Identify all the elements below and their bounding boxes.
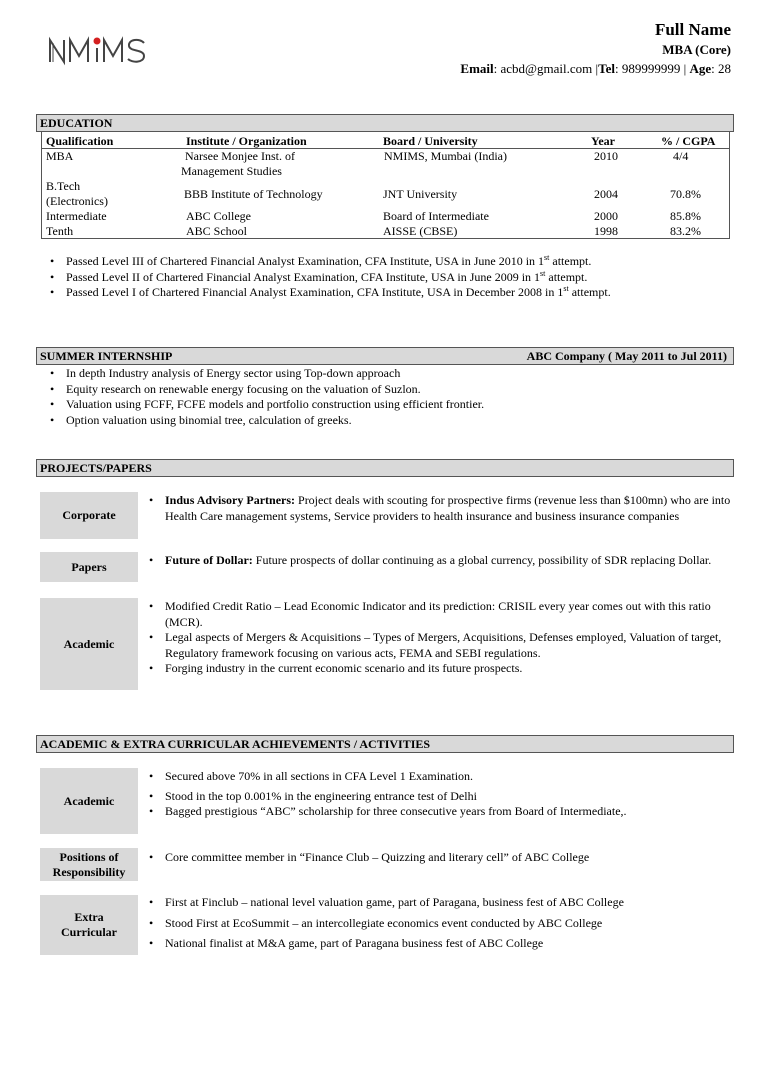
email-label: Email [460, 61, 494, 76]
achievements-title: ACADEMIC & EXTRA CURRICULAR ACHIEVEMENTS / ACTIVITIES [40, 737, 431, 751]
list-item: • In depth Industry analysis of Energy sector using Top-down approach [42, 366, 484, 382]
achievements-section-bar [36, 735, 734, 753]
side-label-corporate: Corporate [40, 492, 138, 539]
projects-title: PROJECTS/PAPERS [40, 461, 152, 475]
education-section-bar [36, 114, 734, 132]
list-item: • Stood in the top 0.001% in the engineering entrance test of Delhi [141, 789, 627, 805]
edu-board: Board of Intermediate [383, 209, 489, 223]
academic-achievements-list [141, 769, 627, 820]
list-item: • Passed Level III of Chartered Financial Analyst Examination, CFA Institute, USA in June 2010 in 1st attempt. [42, 254, 611, 270]
side-label-academic-achievements: Academic [40, 768, 138, 834]
edu-board: AISSE (CBSE) [383, 224, 458, 238]
list-item: • Core committee member in “Finance Club – Quizzing and literary cell” of ABC College [141, 850, 589, 866]
list-item: • Valuation using FCFF, FCFE models and portfolio construction using efficient frontier. [42, 397, 484, 413]
cfa-list [42, 254, 611, 301]
edu-qualification-line2: (Electronics) [46, 194, 108, 208]
edu-institute: ABC School [186, 224, 248, 238]
list-item: • Indus Advisory Partners: Project deals with scouting for prospective firms (revenue less than $100mn) who are into Health Care management systems, Service providers to health insurance and business insurance companies [141, 493, 733, 524]
edu-institute: BBB Institute of Technology [184, 187, 323, 201]
corporate-projects-list [141, 493, 733, 524]
academic-projects-list [141, 599, 733, 677]
edu-board: JNT University [383, 187, 458, 201]
edu-year: 1998 [594, 224, 618, 238]
col-header-qualification: Qualification [46, 134, 114, 148]
papers-list [141, 553, 733, 569]
internship-title: SUMMER INTERNSHIP [40, 349, 173, 363]
list-item: • National finalist at M&A game, part of Paragana business fest of ABC College [141, 936, 624, 952]
list-item: • Legal aspects of Mergers & Acquisitions – Types of Mergers, Acquisitions, Defenses employed, Valuation of target, Regulatory framework focusing on various acts, FEMA and SEBI regulations. [141, 630, 733, 661]
edu-score: 70.8% [670, 187, 701, 201]
edu-institute-line2: Management Studies [181, 164, 282, 178]
contact-line [460, 61, 731, 77]
edu-qualification: B.Tech [46, 179, 81, 193]
list-item: • Passed Level I of Chartered Financial Analyst Examination, CFA Institute, USA in December 2008 in 1st attempt. [42, 285, 611, 301]
projects-section-bar [36, 459, 734, 477]
degree: MBA (Core) [662, 42, 731, 57]
list-item: • Forging industry in the current economic scenario and its future prospects. [141, 661, 733, 677]
edu-year: 2000 [594, 209, 618, 223]
edu-qualification: Tenth [46, 224, 74, 238]
col-header-board: Board / University [383, 134, 478, 148]
positions-list [141, 850, 589, 866]
list-item: • Stood First at EcoSummit – an intercollegiate economics event conducted by ABC College [141, 916, 624, 932]
list-item: • Option valuation using binomial tree, calculation of greeks. [42, 413, 484, 429]
edu-institute: ABC College [186, 209, 251, 223]
list-item: • Passed Level II of Chartered Financial Analyst Examination, CFA Institute, USA in June 2009 in 1st attempt. [42, 270, 611, 286]
edu-year: 2010 [594, 149, 618, 163]
edu-qualification: Intermediate [46, 209, 107, 223]
list-item: • Secured above 70% in all sections in CFA Level 1 Examination. [141, 769, 627, 785]
edu-score: 4/4 [673, 149, 689, 163]
list-item: • First at Finclub – national level valuation game, part of Paragana, business fest of ABC College [141, 895, 624, 911]
col-header-year: Year [591, 134, 615, 148]
extra-curricular-list [141, 895, 624, 952]
list-item: • Modified Credit Ratio – Lead Economic Indicator and its prediction: CRISIL every year comes out with this ratio (MCR). [141, 599, 733, 630]
age-label: Age [689, 61, 712, 76]
edu-score: 83.2% [670, 224, 701, 238]
list-item: • Equity research on renewable energy focusing on the valuation of Suzlon. [42, 382, 484, 398]
internship-company: ABC Company ( May 2011 to Jul 2011) [526, 349, 727, 363]
edu-qualification: MBA [46, 149, 74, 163]
nmims-logo [48, 32, 166, 66]
side-label-papers: Papers [40, 552, 138, 582]
list-item: • Bagged prestigious “ABC” scholarship for three consecutive years from Board of Intermediate,. [141, 804, 627, 820]
side-label-positions: Positions of Responsibility [40, 848, 138, 881]
edu-year: 2004 [594, 187, 618, 201]
education-title: EDUCATION [40, 116, 113, 130]
edu-board: NMIMS, Mumbai (India) [384, 149, 507, 163]
internship-list [42, 366, 484, 428]
internship-section-bar [36, 347, 734, 365]
email-value[interactable]: : acbd@gmail.com | [493, 61, 599, 76]
side-label-academic-projects: Academic [40, 598, 138, 690]
edu-score: 85.8% [670, 209, 701, 223]
tel-value: : 989999999 | [614, 61, 687, 76]
col-header-institute: Institute / Organization [186, 134, 307, 148]
col-header-score: % / CGPA [661, 134, 716, 148]
list-item: • Future of Dollar: Future prospects of dollar continuing as a global currency, possibility of SDR replacing Dollar. [141, 553, 733, 569]
tel-label: Tel [598, 61, 615, 76]
side-label-extra-curricular: Extra Curricular [40, 895, 138, 955]
age-value: : 28 [711, 61, 731, 76]
full-name: Full Name [654, 20, 731, 39]
edu-institute: Narsee Monjee Inst. of [185, 149, 295, 163]
